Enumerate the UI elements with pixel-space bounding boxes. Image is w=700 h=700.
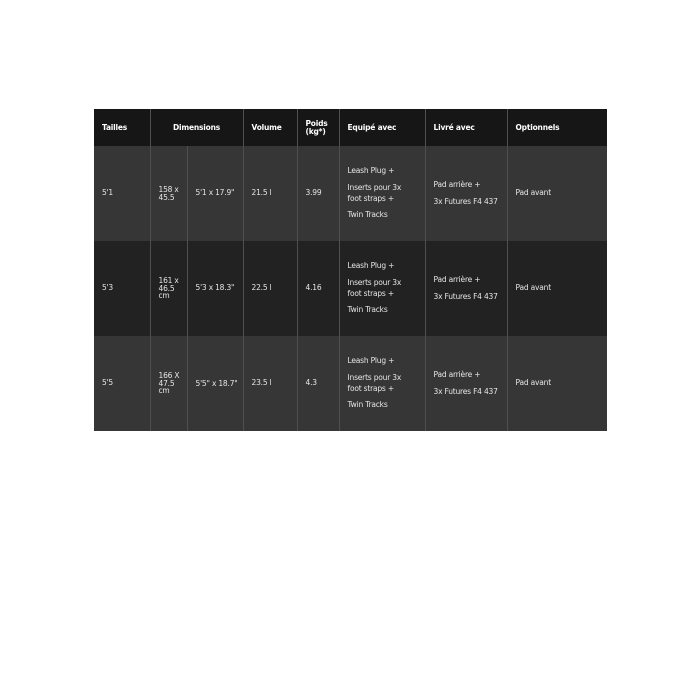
header-delivered: Livré avec [425,109,507,146]
table-row [94,146,607,241]
header-dimensions: Dimensions [150,109,243,146]
cell-weight: 3.99 [297,146,339,241]
cell-delivered [425,336,507,431]
cell-weight: 4.3 [297,336,339,431]
delivered-item: Pad arrière + [433,179,481,189]
delivered-item: 3x Futures F4 437 [433,386,498,396]
cell-dimensions-metric: 158 x 45.5 [150,146,187,241]
equipped-item: Leash Plug + [347,165,395,175]
cell-optional: Pad avant [507,241,607,336]
delivered-item: Pad arrière + [433,369,481,379]
equipped-item: Inserts pour 3x foot straps + [347,277,402,298]
table-header-row [94,109,607,146]
cell-delivered [425,146,507,241]
cell-size: 5'5 [102,378,114,388]
cell-optional: Pad avant [507,146,607,241]
equipped-item: Leash Plug + [347,260,395,270]
cell-volume: 21.5 l [243,146,297,241]
equipped-item: Twin Tracks [347,305,388,315]
cell-optional: Pad avant [507,336,607,431]
equipped-item: Leash Plug + [347,355,395,365]
delivered-item: Pad arrière + [433,274,481,284]
cell-equipped [339,146,425,241]
header-sizes: Tailles [102,122,128,132]
cell-volume: 23.5 l [243,336,297,431]
header-volume: Volume [243,109,297,146]
equipped-item: Inserts pour 3x foot straps + [347,182,402,203]
equipped-item: Inserts pour 3x foot straps + [347,372,402,393]
delivered-item: 3x Futures F4 437 [433,291,498,301]
equipped-item: Twin Tracks [347,400,388,410]
cell-size: 5'1 [102,188,114,198]
header-optional: Optionnels [507,109,607,146]
cell-weight: 4.16 [297,241,339,336]
delivered-item: 3x Futures F4 437 [433,196,498,206]
cell-equipped [339,336,425,431]
cell-dimensions-imperial: 5'1 x 17.9" [187,146,243,241]
cell-size: 5'3 [102,283,114,293]
cell-delivered [425,241,507,336]
cell-dimensions-metric: 161 x 46.5 cm [150,241,187,336]
cell-dimensions-imperial: 5'5" x 18.7" [187,336,243,431]
cell-dimensions-imperial: 5'3 x 18.3" [187,241,243,336]
cell-volume: 22.5 l [243,241,297,336]
cell-dimensions-metric: 166 X 47.5 cm [150,336,187,431]
table-row [94,336,607,431]
equipped-item: Twin Tracks [347,210,388,220]
header-equipped: Equipé avec [339,109,425,146]
table-row [94,241,607,336]
board-specs-table [94,109,607,431]
cell-equipped [339,241,425,336]
header-weight: Poids (kg*) [297,109,339,146]
